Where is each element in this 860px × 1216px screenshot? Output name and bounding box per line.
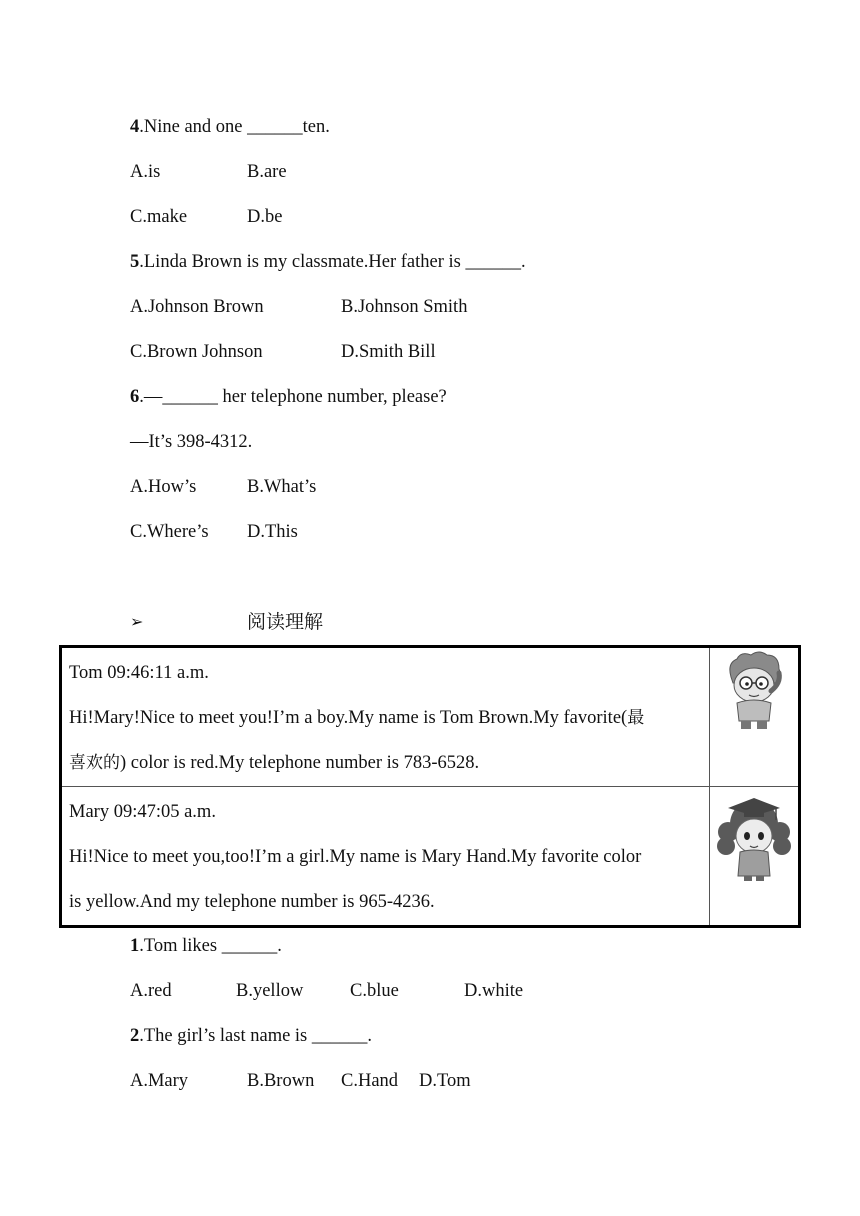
option-a: A.Mary xyxy=(130,1071,189,1091)
question-text-end: . xyxy=(520,252,526,272)
chat-message xyxy=(61,787,710,927)
option-b: B.are xyxy=(247,162,287,182)
question-text: .Tom likes xyxy=(139,936,222,956)
option-c: C.Hand xyxy=(341,1071,399,1091)
answer-blank: ______ xyxy=(247,117,303,137)
chat-row-tom xyxy=(61,647,800,787)
question-text-end: her telephone number, please? xyxy=(222,387,447,407)
option-a: A.How’s xyxy=(130,477,197,497)
chat-text-continued xyxy=(69,741,703,786)
question-text: .Linda Brown is my classmate.Her father is xyxy=(139,252,466,272)
chat-header: Tom 09:46:11 a.m. xyxy=(69,663,209,683)
reading-question-2 xyxy=(130,1024,372,1048)
chat-text xyxy=(69,696,703,741)
avatar-cell xyxy=(710,647,800,787)
option-b: B.yellow xyxy=(236,981,304,1001)
option-d: D.This xyxy=(247,522,298,542)
option-d: D.Tom xyxy=(419,1071,471,1091)
answer-blank: ______ xyxy=(162,387,218,407)
question-text-end: . xyxy=(367,1026,373,1046)
option-b: B.Johnson Smith xyxy=(341,297,468,317)
chat-text-part: Hi!Mary!Nice to meet you!I’m a boy.My name is Tom Brown.My favorite( xyxy=(69,708,628,728)
chat-text: Hi!Nice to meet you,too!I’m a girl.My name is Mary Hand.My favorite color xyxy=(69,847,642,867)
boy-cartoon-icon xyxy=(723,649,785,731)
answer-blank: ______ xyxy=(465,252,521,272)
answer-blank: ______ xyxy=(221,936,278,956)
option-c: C.make xyxy=(130,207,188,227)
question-text-end: ten. xyxy=(302,117,330,137)
chat-text-gloss: 喜欢的 xyxy=(69,753,120,773)
avatar-cell xyxy=(710,787,800,927)
question-text: .Nine and one xyxy=(139,117,248,137)
question-number: 2 xyxy=(130,1026,140,1046)
question-6 xyxy=(130,385,447,409)
question-number: 1 xyxy=(130,936,140,956)
question-number: 6 xyxy=(130,387,140,407)
chat-text-gloss: 最 xyxy=(627,708,645,728)
section-title: 阅读理解 xyxy=(247,611,324,633)
option-d: D.be xyxy=(247,207,283,227)
chat-header: Mary 09:47:05 a.m. xyxy=(69,802,216,822)
chat-message xyxy=(61,647,710,787)
question-text: .The girl’s last name is xyxy=(139,1026,312,1046)
option-d: D.white xyxy=(464,981,524,1001)
chat-text-continued: is yellow.And my telephone number is 965-4236. xyxy=(69,892,435,912)
option-c: C.Brown Johnson xyxy=(130,342,263,362)
question-number: 4 xyxy=(130,117,140,137)
question-4 xyxy=(130,115,330,139)
girl-graduate-cartoon-icon xyxy=(714,788,794,884)
question-number: 5 xyxy=(130,252,140,272)
option-a: A.is xyxy=(130,162,161,182)
dialogue-answer: —It’s 398-4312. xyxy=(130,432,253,452)
option-b: B.Brown xyxy=(247,1071,315,1091)
option-c: C.Where’s xyxy=(130,522,209,542)
question-text-end: . xyxy=(277,936,282,956)
answer-blank: ______ xyxy=(311,1026,368,1046)
option-a: A.red xyxy=(130,981,172,1001)
question-text: .— xyxy=(139,387,163,407)
option-a: A.Johnson Brown xyxy=(130,297,264,317)
chat-log-table xyxy=(59,645,801,928)
question-5 xyxy=(130,250,526,274)
option-c: C.blue xyxy=(350,981,399,1001)
chat-row-mary xyxy=(61,787,800,927)
option-b: B.What’s xyxy=(247,477,317,497)
option-d: D.Smith Bill xyxy=(341,342,436,362)
arrow-bullet-icon: ➢ xyxy=(130,612,144,631)
chat-text-part: ) color is red.My telephone number is 783-6528. xyxy=(120,753,480,773)
reading-question-1 xyxy=(130,934,282,958)
